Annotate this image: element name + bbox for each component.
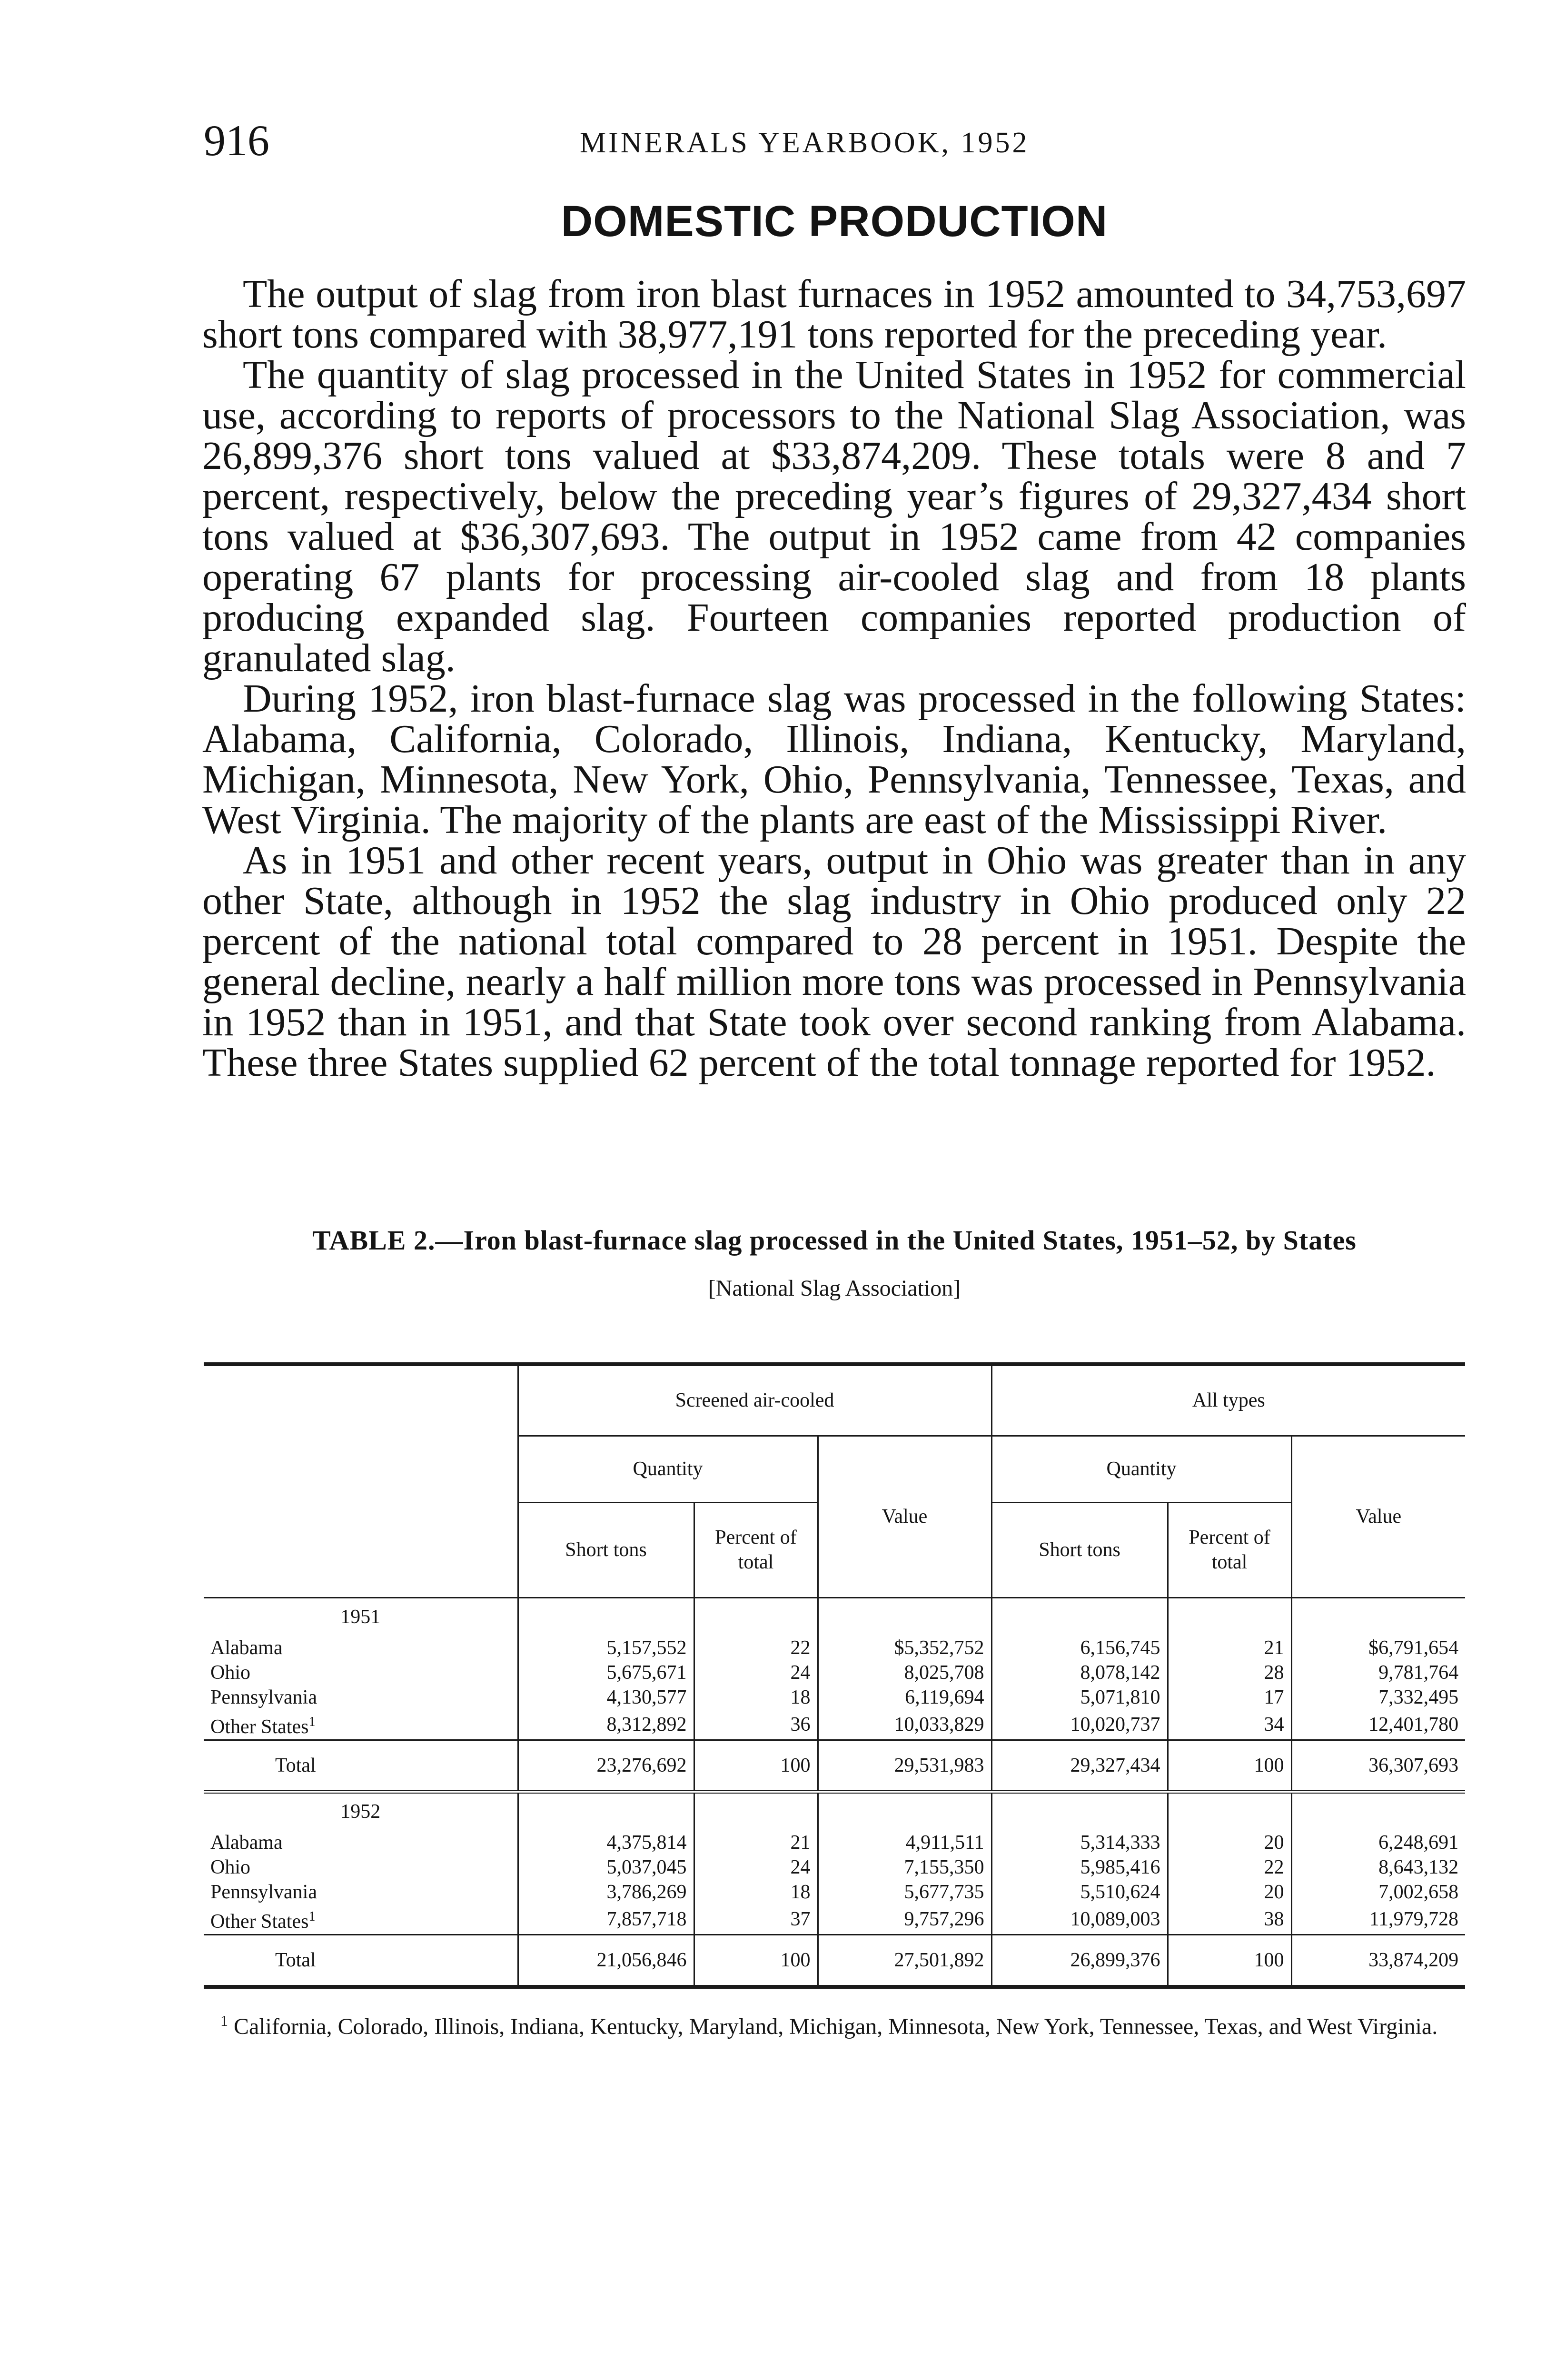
data-cell: 8,643,132 — [1291, 1855, 1465, 1880]
data-cell: $5,352,752 — [818, 1636, 991, 1660]
screened-header: Screened air-cooled — [518, 1364, 991, 1436]
table-body — [204, 1597, 1465, 1987]
total-label: Total — [204, 1740, 518, 1792]
all-types-header: All types — [991, 1364, 1465, 1436]
total-cell: 27,501,892 — [818, 1934, 991, 1987]
total-cell: 29,327,434 — [991, 1740, 1168, 1792]
data-cell: 8,078,142 — [991, 1660, 1168, 1685]
state-label — [204, 1880, 518, 1904]
total-cell: 29,531,983 — [818, 1740, 991, 1792]
footnote-text: California, Colorado, Illinois, Indiana, Kentucky, Maryland, Michigan, Minnesota, New York, Tennessee, Texas, and West Virginia. — [234, 2014, 1438, 2039]
empty-cell — [991, 1597, 1168, 1636]
data-cell: 6,156,745 — [991, 1636, 1168, 1660]
footnote — [204, 2013, 1465, 2040]
data-table — [204, 1362, 1465, 1989]
data-cell: 24 — [694, 1855, 818, 1880]
paragraph: During 1952, iron blast-furnace slag was processed in the following States: Alabama, California, Colorado, Illinois, Indiana, Kentucky, Maryland, Michigan, Minnesota, New York, Ohio, Pennsylvania, Tennessee, Texas, and West Virginia. The majority of the plants are east of the Mississippi River. — [202, 676, 1466, 842]
footnote-ref: 1 — [308, 1715, 316, 1729]
total-cell: 21,056,846 — [518, 1934, 694, 1987]
data-cell: 3,786,269 — [518, 1880, 694, 1904]
year-label: 1952 — [340, 1801, 381, 1823]
data-cell: 9,781,764 — [1291, 1660, 1465, 1685]
data-cell: 24 — [694, 1660, 818, 1685]
data-cell: $6,791,654 — [1291, 1636, 1465, 1660]
data-cell: 8,025,708 — [818, 1660, 991, 1685]
table-row — [204, 1660, 1465, 1685]
data-cell: 20 — [1168, 1880, 1291, 1904]
data-cell: 10,033,829 — [818, 1710, 991, 1740]
table-caption: TABLE 2.—Iron blast-furnace slag processed in the United States, 1951–52, by States — [312, 1225, 1357, 1256]
data-cell: 21 — [1168, 1636, 1291, 1660]
empty-cell — [1168, 1597, 1291, 1636]
table-row — [204, 1904, 1465, 1935]
running-title: MINERALS YEARBOOK, 1952 — [580, 127, 1030, 159]
data-cell: 7,155,350 — [818, 1855, 991, 1880]
table-row — [204, 1636, 1465, 1660]
footnote-ref: 1 — [308, 1909, 316, 1924]
screened-value-header: Value — [818, 1436, 991, 1597]
total-cell: 100 — [1168, 1934, 1291, 1987]
data-cell: 20 — [1168, 1830, 1291, 1855]
state-label — [204, 1855, 518, 1880]
data-cell: 5,675,671 — [518, 1660, 694, 1685]
year-row — [204, 1597, 1465, 1636]
state-label — [204, 1904, 518, 1935]
data-cell: 5,037,045 — [518, 1855, 694, 1880]
data-cell: 10,020,737 — [991, 1710, 1168, 1740]
paragraph: The output of slag from iron blast furnaces in 1952 amounted to 34,753,697 short tons compared with 38,977,191 tons reported for the preceding year. — [202, 272, 1466, 357]
data-cell: 4,375,814 — [518, 1830, 694, 1855]
data-cell: 9,757,296 — [818, 1904, 991, 1935]
total-cell: 26,899,376 — [991, 1934, 1168, 1987]
data-cell: 21 — [694, 1830, 818, 1855]
total-label: Total — [204, 1934, 518, 1987]
data-cell: 4,130,577 — [518, 1685, 694, 1710]
data-cell: 5,985,416 — [991, 1855, 1168, 1880]
data-cell: 4,911,511 — [818, 1830, 991, 1855]
data-cell: 11,979,728 — [1291, 1904, 1465, 1935]
empty-cell — [518, 1792, 694, 1830]
state-label — [204, 1685, 518, 1710]
paragraph: As in 1951 and other recent years, output in Ohio was greater than in any other State, although in 1952 the slag industry in Ohio produced only 22 percent of the national total compared to 28 percent in 1951. Despite the general decline, nearly a half million more tons was processed in Pennsylvania in 1952 than in 1951, and that State took over second ranking from Alabama. These three States supplied 62 percent of the total tonnage reported for 1952. — [202, 838, 1466, 1085]
data-cell: 22 — [1168, 1855, 1291, 1880]
data-cell: 8,312,892 — [518, 1710, 694, 1740]
state-label — [204, 1660, 518, 1685]
empty-cell — [518, 1597, 694, 1636]
data-cell: 12,401,780 — [1291, 1710, 1465, 1740]
state-name: Pennsylvania — [210, 1686, 317, 1708]
total-cell: 33,874,209 — [1291, 1934, 1465, 1987]
data-cell: 6,248,691 — [1291, 1830, 1465, 1855]
state-name: Ohio — [210, 1662, 250, 1684]
data-cell: 36 — [694, 1710, 818, 1740]
empty-cell — [818, 1792, 991, 1830]
state-label — [204, 1710, 518, 1740]
data-cell: 7,002,658 — [1291, 1880, 1465, 1904]
data-cell: 5,157,552 — [518, 1636, 694, 1660]
data-cell: 7,332,495 — [1291, 1685, 1465, 1710]
total-row — [204, 1934, 1465, 1987]
data-cell: 38 — [1168, 1904, 1291, 1935]
total-cell: 100 — [1168, 1740, 1291, 1792]
data-cell: 5,677,735 — [818, 1880, 991, 1904]
stub-header — [204, 1364, 518, 1597]
empty-cell — [1168, 1792, 1291, 1830]
paragraph: The quantity of slag processed in the United States in 1952 for commercial use, according to reports of processors to the National Slag Association, was 26,899,376 short tons valued at $33,874,209. These totals were 8 and 7 percent, respectively, below the preceding year’s figures of 29,327,434 short tons valued at $36,307,693. The output in 1952 came from 42 companies operating 67 plants for processing air-cooled slag and from 18 plants producing expanded slag. Fourteen companies reported production of granulated slag. — [202, 353, 1466, 680]
table-row — [204, 1830, 1465, 1855]
data-cell: 34 — [1168, 1710, 1291, 1740]
state-name: Alabama — [210, 1637, 283, 1659]
table-row — [204, 1855, 1465, 1880]
empty-cell — [694, 1792, 818, 1830]
all-quantity-header: Quantity — [991, 1436, 1291, 1502]
page-number: 916 — [204, 116, 269, 165]
footnote-marker: 1 — [220, 2012, 228, 2029]
total-cell: 100 — [694, 1740, 818, 1792]
all-percent-header: Percent of total — [1168, 1502, 1291, 1597]
state-label — [204, 1636, 518, 1660]
all-value-header: Value — [1291, 1436, 1465, 1597]
screened-percent-header: Percent of total — [694, 1502, 818, 1597]
empty-cell — [1291, 1792, 1465, 1830]
state-name: Other States — [210, 1910, 309, 1933]
table-caption-block — [204, 1223, 1465, 1305]
total-row — [204, 1740, 1465, 1792]
slag-table — [204, 1362, 1465, 1989]
state-name: Other States — [210, 1716, 309, 1738]
data-cell: 37 — [694, 1904, 818, 1935]
data-cell: 7,857,718 — [518, 1904, 694, 1935]
section-heading: DOMESTIC PRODUCTION — [561, 197, 1108, 246]
state-name: Ohio — [210, 1856, 250, 1878]
body-text — [202, 274, 1466, 1083]
data-cell: 5,314,333 — [991, 1830, 1168, 1855]
data-cell: 10,089,003 — [991, 1904, 1168, 1935]
state-label — [204, 1830, 518, 1855]
screened-quantity-header: Quantity — [518, 1436, 818, 1502]
data-cell: 17 — [1168, 1685, 1291, 1710]
data-cell: 5,071,810 — [991, 1685, 1168, 1710]
state-name: Alabama — [210, 1831, 283, 1854]
page-header — [204, 114, 1103, 167]
data-cell: 6,119,694 — [818, 1685, 991, 1710]
year-label: 1951 — [340, 1606, 381, 1628]
empty-cell — [991, 1792, 1168, 1830]
table-row — [204, 1685, 1465, 1710]
year-row — [204, 1792, 1465, 1830]
data-cell: 22 — [694, 1636, 818, 1660]
total-cell: 100 — [694, 1934, 818, 1987]
total-cell: 36,307,693 — [1291, 1740, 1465, 1792]
screened-short-tons-header: Short tons — [518, 1502, 694, 1597]
table-row — [204, 1710, 1465, 1740]
empty-cell — [818, 1597, 991, 1636]
table-row — [204, 1880, 1465, 1904]
data-cell: 5,510,624 — [991, 1880, 1168, 1904]
table-source: [National Slag Association] — [708, 1276, 961, 1301]
data-cell: 18 — [694, 1685, 818, 1710]
data-cell: 28 — [1168, 1660, 1291, 1685]
all-short-tons-header: Short tons — [991, 1502, 1168, 1597]
state-name: Pennsylvania — [210, 1881, 317, 1903]
empty-cell — [1291, 1597, 1465, 1636]
empty-cell — [694, 1597, 818, 1636]
total-cell: 23,276,692 — [518, 1740, 694, 1792]
data-cell: 18 — [694, 1880, 818, 1904]
